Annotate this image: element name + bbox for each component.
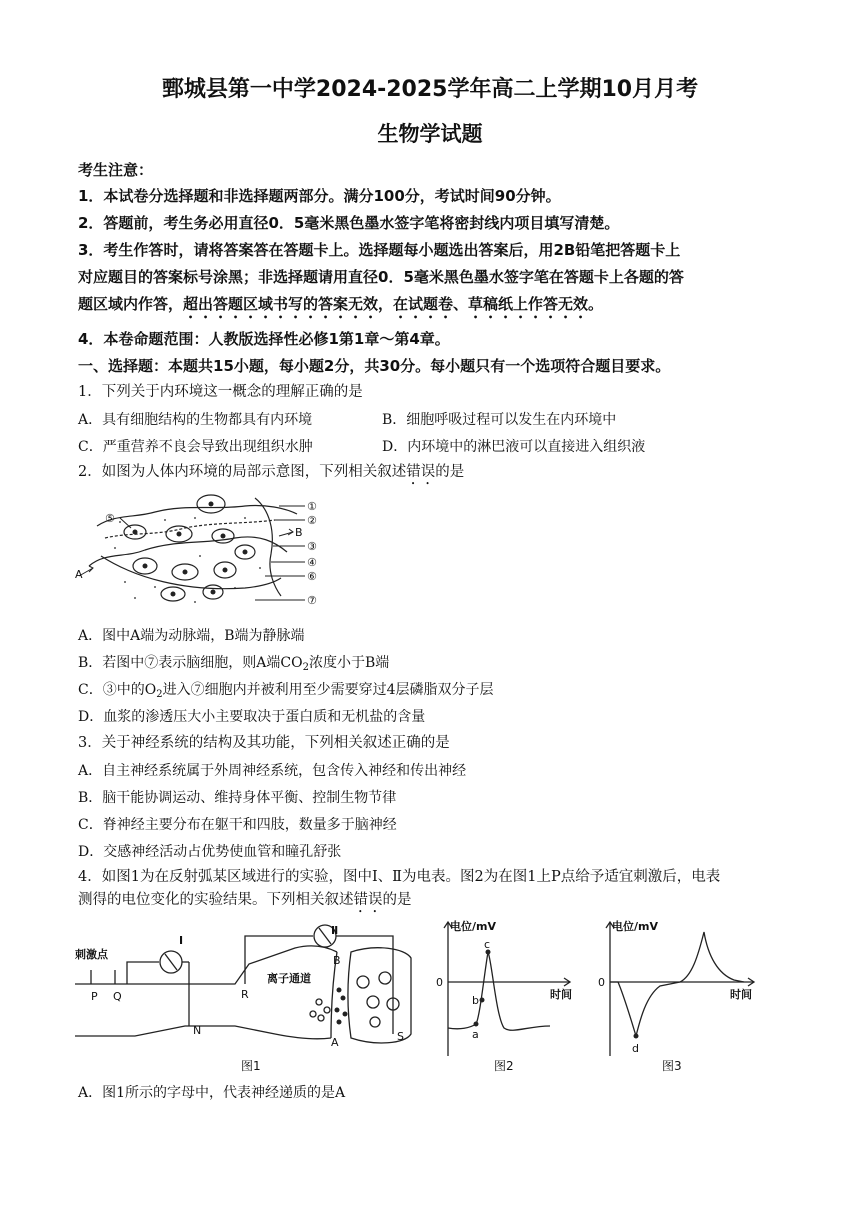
fig2-a: a [472, 1028, 479, 1041]
figure-3 [594, 916, 764, 1076]
q3-stem: 3．关于神经系统的结构及其功能，下列相关叙述正确的是 [78, 735, 450, 751]
note-3-line-2: 对应题目的答案标号涂黑；非选择题请用直径0．5毫米黑色墨水签字笔在答题卡上各题的答 [78, 268, 684, 286]
label-6: ⑥ [307, 570, 317, 583]
note-3-post: 。 [588, 295, 604, 313]
fig3-xlabel: 时间 [730, 988, 752, 1001]
q2-option-c-post: 进入⑦细胞内并被利用至少需要穿过4层磷脂双分子层 [162, 682, 494, 698]
vessel-lower-wall [89, 537, 287, 566]
fig1-q: Q [113, 990, 122, 1003]
fig1-s: S [397, 1030, 404, 1043]
label-a: A [75, 568, 83, 581]
fig3-ylabel: 电位/mV [612, 920, 658, 933]
label-1: ① [307, 500, 317, 513]
q1-option-d: D．内环境中的淋巴液可以直接进入组织液 [382, 439, 646, 455]
fig1-p: P [91, 990, 98, 1003]
postsynaptic-cell [348, 948, 411, 1043]
label-3: ③ [307, 540, 317, 553]
q1-option-b: B．细胞呼吸过程可以发生在内环境中 [382, 412, 617, 428]
notes-heading: 考生注意： [78, 161, 154, 179]
q2-option-c-sub: 2 [156, 689, 163, 700]
tissue-boundary [101, 556, 281, 589]
fig3-zero: 0 [598, 976, 605, 989]
q2-stem-emphasis: 错误 [406, 464, 436, 480]
q2-option-b-sub: 2 [302, 662, 309, 673]
fig2-xlabel: 时间 [550, 988, 572, 1001]
q2-option-b-post: 浓度小于B端 [308, 655, 390, 671]
fig2-c: c [484, 938, 491, 951]
q1-stem: 1．下列关于内环境这一概念的理解正确的是 [78, 384, 363, 400]
note-3-line-1: 3．考生作答时，请将答案答在答题卡上。选择题每小题选出答案后，用2B铅笔把答题卡上 [78, 241, 681, 259]
axon-lower [75, 1026, 331, 1039]
q4-stem-line-1: 4．如图1为在反射弧某区域进行的实验，图中Ⅰ、Ⅱ为电表。图2为在图1上P点给予适宜刺激后，电表 [78, 869, 721, 885]
q3-option-c: C．脊神经主要分布在躯干和四肢，数量多于脑神经 [78, 817, 397, 833]
vessel-upper-wall [97, 505, 297, 526]
fig3-d: d [632, 1042, 639, 1055]
q4-stem-emphasis: 错误 [353, 892, 383, 908]
q1-option-a: A．具有细胞结构的生物都具有内环境 [78, 412, 313, 428]
figure-1 [75, 918, 425, 1078]
q2-option-b-pre: B．若图中⑦表示脑细胞，则A端CO [78, 655, 303, 671]
fig3-curve [610, 932, 744, 1036]
fig2-caption: 图2 [494, 1059, 514, 1073]
note-2: 2．答题前，考生务必用直径0．5毫米黑色墨水签字笔将密封线内项目填写清楚。 [78, 214, 620, 232]
note-3-emphasis: 超出答题区域书写的答案无效，在试题卷、草稿纸上作答无效 [183, 295, 589, 313]
fig1-b: B [333, 954, 341, 967]
note-3-pre: 题区域内作答， [78, 295, 184, 313]
fig1-n: N [193, 1024, 202, 1037]
q2-option-c-pre: C．③中的O [78, 682, 157, 698]
exam-subtitle: 生物学试题 [377, 122, 483, 146]
section-heading: 一、选择题：本题共15小题，每小题2分，共30分。每小题只有一个选项符合题目要求。 [78, 357, 671, 375]
q2-figure [75, 492, 335, 610]
q3-option-b: B．脑干能协调运动、维持身体平衡、控制生物节律 [78, 790, 397, 806]
q4-stem-post: 的是 [382, 892, 412, 908]
label-4: ④ [307, 556, 317, 569]
fig2-curve [448, 952, 550, 1030]
lymph-vessel [255, 498, 281, 596]
note-3-line-3 [78, 294, 790, 322]
fig2-ylabel: 电位/mV [450, 920, 496, 933]
fig1-channel: 离子通道 [267, 972, 311, 985]
q1-option-c: C．严重营养不良会导致出现组织水肿 [78, 439, 313, 455]
label-7: ⑦ [307, 594, 317, 607]
fig3-caption: 图3 [662, 1059, 682, 1073]
q4-option-a: A．图1所示的字母中，代表神经递质的是A [78, 1085, 346, 1101]
fig1-i: I [179, 934, 184, 947]
q2-stem-post: 的是 [435, 464, 465, 480]
q2-option-c [78, 679, 493, 700]
q3-option-d: D．交感神经活动占优势使血管和瞳孔舒张 [78, 844, 342, 860]
q2-option-a: A．图中A端为动脉端，B端为静脉端 [78, 628, 305, 644]
fig1-ii: Ⅱ [331, 924, 339, 937]
fig2-zero: 0 [436, 976, 443, 989]
fig2-b: b [472, 994, 479, 1007]
q4-stem-pre: 测得的电位变化的实验结果。下列相关叙述 [78, 892, 354, 908]
fig1-a: A [331, 1036, 339, 1049]
fig1-r: R [241, 988, 249, 1001]
q3-option-a: A．自主神经系统属于外周神经系统，包含传入神经和传出神经 [78, 763, 467, 779]
label-2: ② [307, 514, 317, 527]
exam-title: 鄄城县第一中学2024-2025学年高二上学期10月月考 [161, 77, 699, 102]
note-4: 4．本卷命题范围：人教版选择性必修1第1章～第4章。 [78, 330, 450, 348]
label-5: ⑤ [105, 512, 115, 525]
q4-stem-line-2 [78, 890, 790, 916]
label-b: B [295, 526, 303, 539]
q2-stem [78, 462, 790, 488]
q2-option-b [78, 652, 389, 673]
figure-2 [432, 916, 582, 1076]
fig1-caption: 图1 [241, 1059, 261, 1073]
note-1: 1．本试卷分选择题和非选择题两部分。满分100分，考试时间90分钟。 [78, 187, 561, 205]
q2-stem-pre: 2．如图为人体内环境的局部示意图，下列相关叙述 [78, 464, 407, 480]
q2-option-d: D．血浆的渗透压大小主要取决于蛋白质和无机盐的含量 [78, 709, 426, 725]
fig1-stim-label: 刺激点 [75, 948, 108, 961]
